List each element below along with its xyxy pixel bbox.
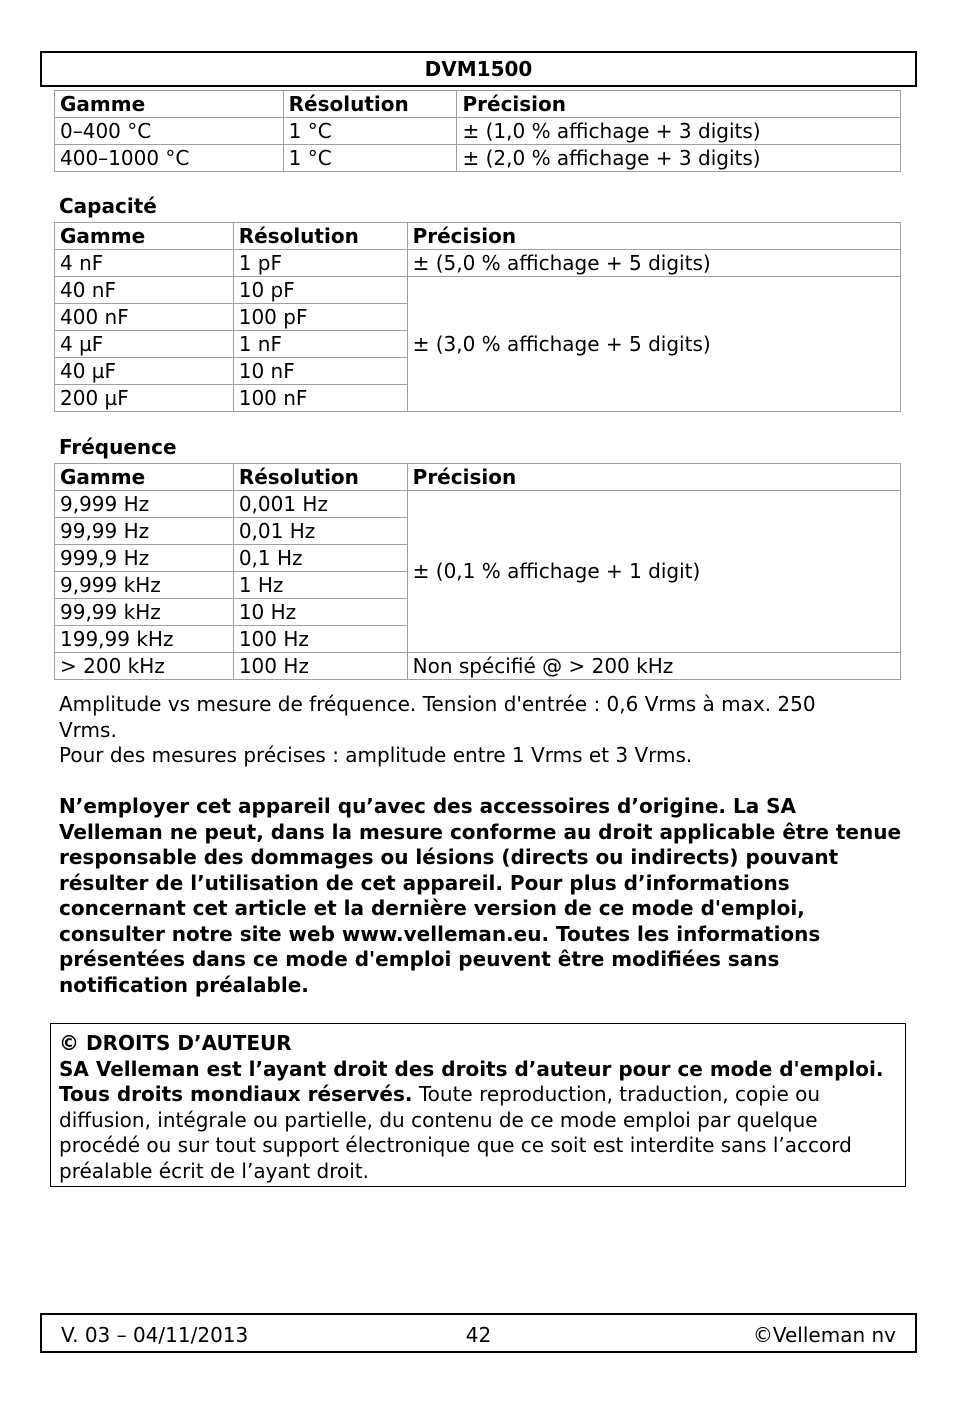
table-cell: 200 µF [55, 385, 234, 412]
table-cell: 0,001 Hz [233, 491, 407, 518]
copyright-body [59, 1057, 897, 1185]
table-cell: 99,99 Hz [55, 518, 234, 545]
page-footer [40, 1313, 917, 1353]
table-cell: ± (5,0 % affichage + 5 digits) [407, 250, 900, 277]
copyright-heading: © DROITS D’AUTEUR [59, 1031, 292, 1055]
table-cell: 9,999 kHz [55, 572, 234, 599]
table-cell: 199,99 kHz [55, 626, 234, 653]
table-cell: 40 nF [55, 277, 234, 304]
temperature-table [54, 90, 901, 172]
footer-brand: ©Velleman nv [752, 1323, 896, 1347]
copyright-box [50, 1023, 906, 1187]
table-cell: 1 Hz [233, 572, 407, 599]
frequency-title: Fréquence [59, 435, 177, 459]
header-cell: Précision [407, 223, 900, 250]
table-cell: ± (2,0 % affichage + 3 digits) [457, 145, 901, 172]
header-cell: Gamme [55, 223, 234, 250]
capacity-title: Capacité [59, 194, 157, 218]
version-date: V. 03 – 04/11/2013 [61, 1323, 249, 1347]
table-cell: 400 nF [55, 304, 234, 331]
table-cell: ± (1,0 % affichage + 3 digits) [457, 118, 901, 145]
page-number: 42 [465, 1323, 492, 1347]
table-cell: 1 nF [233, 331, 407, 358]
table-cell: 10 nF [233, 358, 407, 385]
table-cell: 9,999 Hz [55, 491, 234, 518]
table-cell: 999,9 Hz [55, 545, 234, 572]
table-header-row [55, 91, 901, 118]
header-cell: Gamme [55, 464, 234, 491]
capacity-table [54, 222, 901, 412]
table-cell: 0,1 Hz [233, 545, 407, 572]
table-row [55, 653, 901, 680]
table-row [55, 145, 901, 172]
frequency-table [54, 463, 901, 680]
merged-precision-cell: ± (0,1 % affichage + 1 digit) [407, 491, 900, 653]
table-header-row [55, 464, 901, 491]
table-cell: 400–1000 °C [55, 145, 284, 172]
header-cell: Précision [407, 464, 900, 491]
table-row [55, 250, 901, 277]
document-title: DVM1500 [424, 57, 533, 81]
table-cell: 4 µF [55, 331, 234, 358]
table-cell: 100 pF [233, 304, 407, 331]
copyright-text: Toute reproduction, traduction, copie ou diffusion, intégrale ou partielle, du contenu de ce mode emploi par quelque procédé ou sur tout support électronique que ce soit est interdite sans l’accord préalable écrit de l’ayant droit. [59, 1082, 852, 1183]
header-cell: Résolution [233, 464, 407, 491]
header-cell: Résolution [283, 91, 457, 118]
header-cell: Gamme [55, 91, 284, 118]
table-cell: 40 µF [55, 358, 234, 385]
merged-precision-cell: ± (3,0 % affichage + 5 digits) [407, 277, 900, 412]
table-cell: 100 Hz [233, 626, 407, 653]
table-cell: 0–400 °C [55, 118, 284, 145]
table-row [55, 118, 901, 145]
disclaimer-text: N’employer cet appareil qu’avec des accessoires d’origine. La SA Velleman ne peut, dans la mesure conforme au droit applicable être tenue responsable des dommages ou lésions (directs ou indirects) pouvant résulter de l’utilisation de cet appareil. Pour plus d’informations concernant cet article et la dernière version de ce mode d'emploi, consulter notre site web www.velleman.eu. Toutes les informations présentées dans ce mode d'emploi peuvent être modifiées sans notification préalable. [59, 794, 902, 997]
table-cell: 99,99 kHz [55, 599, 234, 626]
table-cell: Non spécifié @ > 200 kHz [407, 653, 900, 680]
header-cell: Résolution [233, 223, 407, 250]
table-cell: 0,01 Hz [233, 518, 407, 545]
table-cell: > 200 kHz [55, 653, 234, 680]
table-cell: 10 pF [233, 277, 407, 304]
table-header-row [55, 223, 901, 250]
table-cell: 4 nF [55, 250, 234, 277]
table-cell: 10 Hz [233, 599, 407, 626]
copyright-bold-text: SA Velleman est l’ayant droit des droits d’auteur pour ce mode d'emploi. Tous droits mondiaux réservés. [59, 1056, 884, 1106]
header-cell: Précision [457, 91, 901, 118]
table-cell: 100 nF [233, 385, 407, 412]
precision-note: Pour des mesures précises : amplitude entre 1 Vrms et 3 Vrms. [59, 743, 693, 767]
table-cell: 1 °C [283, 118, 457, 145]
table-cell: 1 pF [233, 250, 407, 277]
page-header [40, 51, 917, 87]
table-cell: 100 Hz [233, 653, 407, 680]
amplitude-note: Amplitude vs mesure de fréquence. Tension d'entrée : 0,6 Vrms à max. 250 Vrms. [59, 692, 816, 742]
table-row [55, 491, 901, 518]
frequency-notes [59, 692, 834, 769]
table-row [55, 277, 901, 304]
table-cell: 1 °C [283, 145, 457, 172]
